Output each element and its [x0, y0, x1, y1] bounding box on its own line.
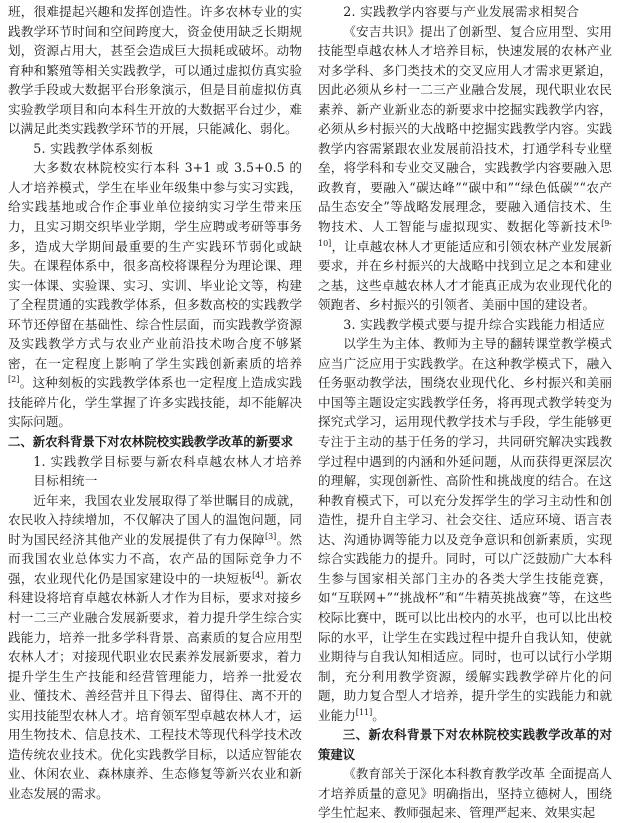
right-column [318, 2, 612, 823]
citation: [3] [264, 531, 277, 541]
paragraph: 《教育部关于深化本科教育教学改革 全面提高人才培养质量的意见》明确指出，坚持立德树人，围绕学生忙起来、教师强起来、管理严起来、效果实起 [318, 766, 612, 821]
paragraph [318, 22, 612, 315]
paragraph [8, 158, 302, 432]
paragraph [8, 491, 302, 804]
section-heading-2: 二、新农科背景下对农林院校实践教学改革的新要求 [8, 434, 293, 450]
citation: [9-10] [318, 218, 612, 248]
paragraph-text: 以学生为主体、教师为主导的翻转课堂教学模式应当广泛应用于实践教学。在这种教学模式下，融入任务驱动教学法，围绕农业现代化、乡村振兴和美丽中国等主题设定实践教学任务，将再现式教学转变为探究式学习，运用现代教学技术与手段，学生能够更专注于主动的基于任务的学习，共同研究解决实践教学过程中遇到的内涵和外延问题，从而获得更深层次的理解，实现创新性、高阶性和挑战度的结合。在这种教育模式下，可以充分发挥学生的学习主动性和创造性，提升自主学习、社会交往、适应环境、语言表达、沟通协调等能力以及竞争意识和创新素质，实现综合实践能力的提升。同时，可以广泛鼓励广大本科生参与国家相关部门主办的各类大学生技能竞赛，如“互联网+”“挑战杯”和“牛精英挑战赛”等，在这些校际比赛中，既可以比出校内的水平，也可以比出校际的水平，让学生在实践过程中提升自我认知，使就业期待与自我认知相适应。同时，也可以试行小学期制，充分利用教学资源，缓解实践教学碎片化的问题，助力复合型人才培养，提升学生的实践能力和就业能力 [318, 336, 612, 723]
paragraph-text: 大多数农林院校实行本科 3+1 或 3.5+0.5 的人才培养模式，学生在毕业年级集中参与实习实践，给实践基地或合作企事业单位接纳实习学生带来压力，且实习期交织毕业学期，学生应聘或考研等事务多，造成大学期间最重要的生产实践环节弱化或缺失。在课程体系中，很多高校将课程分为理论课、理实一体课、实验课、实习、实训、毕业论文等，构建了全程贯通的实践教学体系，但多数高校的实践教学环节还停留在基础性、综合性层面，而实践教学资源及实践教学方式与农业产业前沿技术吻合度不够紧密，在一定程度上影响了学生实践创新素质的培养 [8, 160, 302, 371]
paragraph-text: 。然而我国农业总体实力不高，农产品的国际竞争力不强，农业现代化仍是国家建设中的一块短板 [8, 531, 303, 586]
left-column [8, 2, 302, 803]
paragraph-text: 近年来，我国农业发展取得了举世瞩目的成就，农民收入持续增加，不仅解决了国人的温饱问题，同时为国民经济其他产业的发展提供了有力保障 [8, 492, 302, 547]
section-heading-5: 5. 实践教学体系刻板 [33, 140, 154, 156]
paragraph: 班，很难提起兴趣和发挥创造性。许多农林专业的实践教学环节时间和空间跨度大，资金使用缺乏长期规划，资源占用大，甚至会造成巨大损耗或破坏。动物育种和繁殖等相关实践教学，可以通过虚拟仿真实验教学手段或大数据平台形象演示，但是目前虚拟仿真实验教学项目和向本科生开放的大数据平台过少，难以满足此类实践教学环节的开展，只能减化、弱化。 [8, 4, 302, 137]
section-heading-2-content: 2. 实践教学内容要与产业发展需求相契合 [343, 4, 580, 19]
paragraph-text: 。这种刻板的实践教学体系也一定程度上造成实践技能碎片化，学生掌握了许多实践技能，却不能解决实际问题。 [8, 375, 302, 430]
paragraph-text: 《安吉共识》提出了创新型、复合应用型、实用技能型卓越农林人才培养目标，快速发展的农林产业对多学科、多门类技术的交叉应用人才需求更紧迫，因此必须从乡村一二三产业融合发展，现代职业农民素养、新产业新业态的新要求中挖掘实践教学内容，必须从乡村振兴的大战略中挖掘实践教学内容。实践教学内容需紧跟农业发展前沿技术，打通学科专业壁垒，将学科和专业交叉融合，实践教学内容要融入思政教育，要融入“碳达峰”“碳中和”“绿色低碳”“农产品生态安全”等战略发展理念，要融入通信技术、生物技术、人工智能与虚拟现实、数据化等新技术 [318, 23, 612, 235]
citation: [4] [252, 570, 264, 580]
paragraph-text: ，让卓越农林人才更能适应和引领农林产业发展新要求，并在乡村振兴的大战略中找到立足之本和建业之基，这些卓越农林人才才能真正成为农业现代化的领跑者、乡村振兴的引领者、美丽中国的建设者。 [318, 238, 612, 313]
paragraph-text: 。新农科建设将培育卓越农林新人才作为目标，要求对接乡村一二三产业融合发展新要求，着力提升学生综合实践能力，培养一批多学科背景、高素质的复合应用型农林人才；对接现代职业农民素养发展新要求，着力提升学生生产技能和经营管理能力，培养一批爱农业、懂技术、善经营并且下得去、留得住、离不开的实用技能型农林人才。培育领军型卓越农林人才，运用生物技术、信息技术、工程技术等现代科学技术改造传统农业技术。优化实践教学目标，以适应智能农业、休闲农业、森林康养、生态修复等新兴农业和新业态发展的需求。 [8, 570, 303, 801]
citation: [11] [355, 707, 373, 717]
section-heading-3: 3. 实践教学模式要与提升综合实践能力相适应 [343, 316, 606, 332]
section-heading-1: 1. 实践教学目标要与新农科卓越农林人才培养目标相统一 [33, 453, 302, 489]
paragraph-text: 。 [372, 707, 385, 723]
paragraph [318, 334, 612, 725]
citation: [2] [8, 375, 20, 385]
section-heading-3-major: 三、新农科背景下对农林院校实践教学改革的对策建议 [318, 727, 612, 762]
